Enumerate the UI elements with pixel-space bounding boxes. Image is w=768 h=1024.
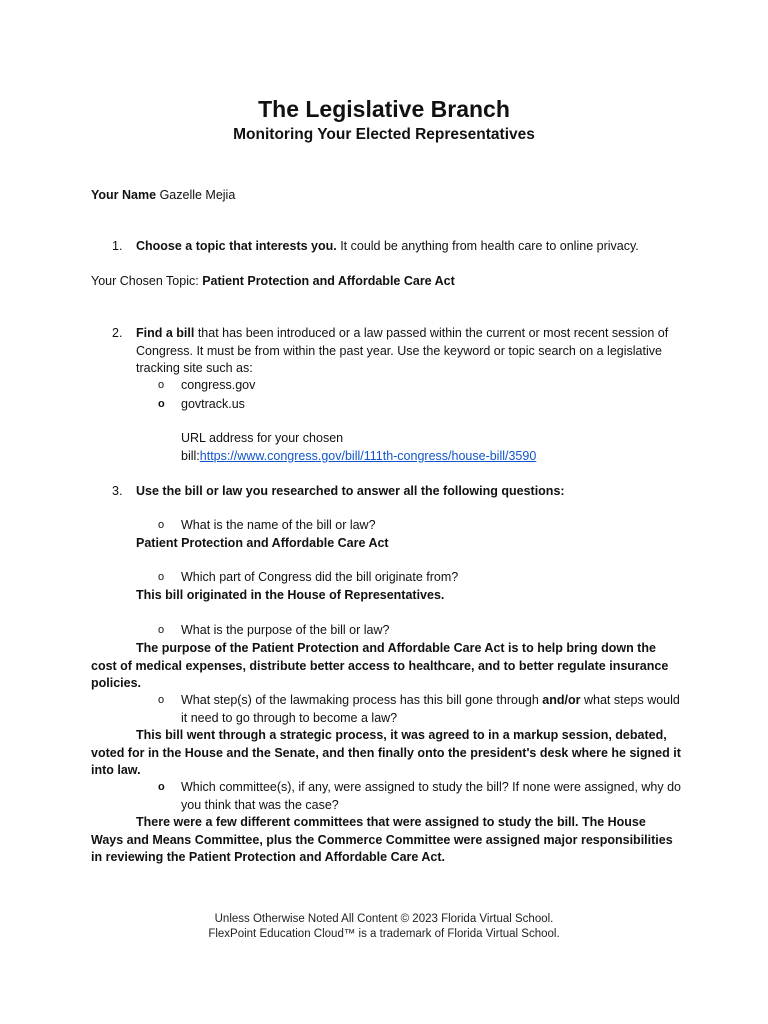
topic-value: Patient Protection and Affordable Care Act bbox=[202, 274, 455, 288]
bullet-icon: o bbox=[158, 571, 165, 583]
q1-number: 1. bbox=[112, 239, 123, 253]
q1-text bbox=[136, 238, 681, 256]
question-4 bbox=[181, 692, 681, 727]
question-3: What is the purpose of the bill or law? bbox=[181, 623, 390, 637]
question-2: Which part of Congress did the bill originate from? bbox=[181, 570, 459, 584]
name-label: Your Name bbox=[91, 188, 157, 202]
q3-heading: Use the bill or law you researched to answer all the following questions: bbox=[136, 484, 565, 498]
name-value: Gazelle Mejia bbox=[159, 188, 236, 202]
answer-4: This bill went through a strategic process, it was agreed to in a markup session, debated, voted for in the House and the Senate, and then finally onto the president's desk where he signed it into law. bbox=[91, 728, 681, 777]
q2-text bbox=[136, 325, 676, 378]
bullet-icon: o bbox=[158, 781, 165, 793]
page-footer bbox=[0, 912, 768, 942]
bullet-icon: o bbox=[158, 694, 165, 706]
q1-bold: Choose a topic that interests you. bbox=[136, 239, 337, 253]
q3-number: 3. bbox=[112, 484, 123, 498]
question-4-pre: What step(s) of the lawmaking process has this bill gone through bbox=[181, 693, 543, 707]
question-5: Which committee(s), if any, were assigned to study the bill? If none were assigned, why do you think that was the case? bbox=[181, 780, 682, 812]
bullet-icon: o bbox=[158, 398, 165, 410]
site-govtrack: govtrack.us bbox=[181, 397, 245, 411]
bullet-icon: o bbox=[158, 379, 165, 391]
q2-number: 2. bbox=[112, 326, 123, 340]
url-label: URL address for your chosen bbox=[181, 431, 344, 445]
topic-line bbox=[91, 273, 455, 291]
bullet-icon: o bbox=[158, 519, 165, 531]
page-subtitle: Monitoring Your Elected Representatives bbox=[233, 126, 535, 143]
answer-3: The purpose of the Patient Protection and Affordable Care Act is to help bring down the cost of medical expenses, distribute better access to healthcare, and to better regulate insurance policies. bbox=[91, 641, 669, 690]
question-4-bold: and/or bbox=[542, 693, 581, 707]
url-label-bill: bill: bbox=[181, 449, 200, 463]
q2-bold: Find a bill bbox=[136, 326, 195, 340]
answer-5: There were a few different committees that were assigned to study the bill. The House Ways and Means Committee, plus the Commerce Committee were assigned major responsibilities in reviewing the Patient Protection and Affordable Care Act. bbox=[91, 815, 673, 864]
footer-trademark: FlexPoint Education Cloud™ is a trademark of Florida Virtual School. bbox=[208, 928, 560, 940]
bullet-icon: o bbox=[158, 624, 165, 636]
page-title: The Legislative Branch bbox=[258, 96, 510, 122]
answer-1: Patient Protection and Affordable Care Act bbox=[136, 536, 389, 550]
q2-rest: that has been introduced or a law passed within the current or most recent session of Congress. It must be from within the past year. Use the keyword or topic search on a legislative tracking site such as: bbox=[136, 326, 669, 375]
footer-copyright: Unless Otherwise Noted All Content © 2023 Florida Virtual School. bbox=[214, 913, 554, 925]
answer-2: This bill originated in the House of Representatives. bbox=[136, 588, 445, 602]
site-congress: congress.gov bbox=[181, 378, 256, 392]
bill-url-link[interactable]: https://www.congress.gov/bill/111th-congress/house-bill/3590 bbox=[199, 449, 537, 463]
question-4-post: what steps would it need to go through to become a law? bbox=[181, 693, 680, 725]
name-line bbox=[91, 187, 235, 205]
q1-rest: It could be anything from health care to online privacy. bbox=[336, 239, 639, 253]
question-1: What is the name of the bill or law? bbox=[181, 518, 376, 532]
topic-label: Your Chosen Topic: bbox=[91, 274, 203, 288]
url-line bbox=[181, 448, 681, 466]
